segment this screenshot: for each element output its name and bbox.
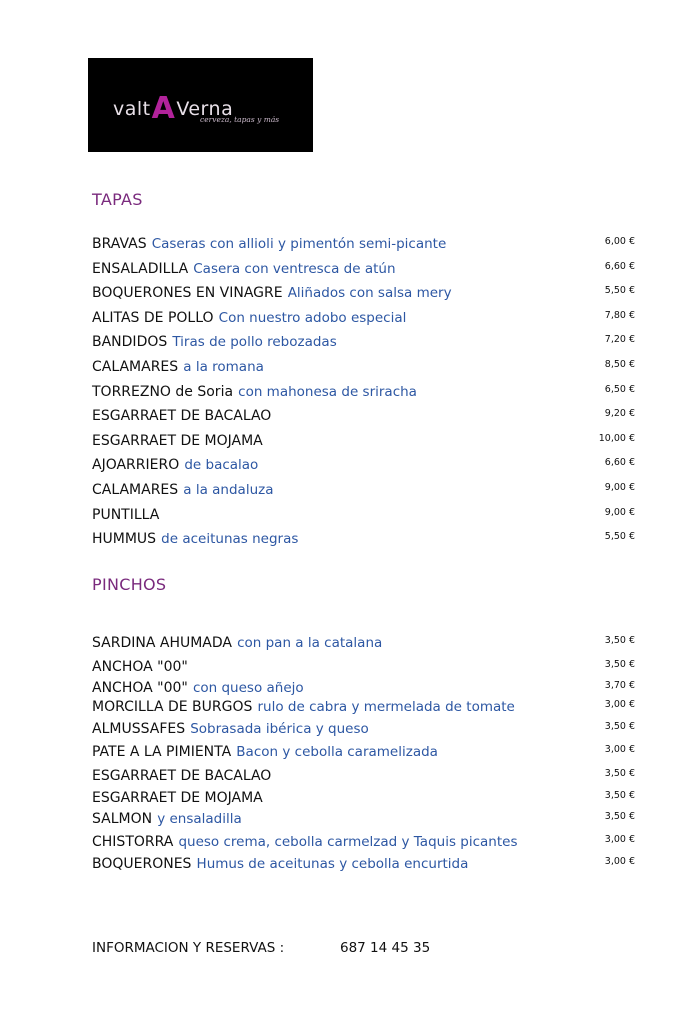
menu-item-price: 8,50 € [604, 359, 635, 370]
menu-item [92, 233, 635, 251]
menu-item-price: 3,50 € [604, 721, 635, 732]
menu-item [92, 454, 635, 472]
menu-item-price: 3,70 € [604, 680, 635, 691]
menu-item-name: SALMON [92, 811, 153, 827]
menu-item-name: CALAMARES [92, 482, 179, 498]
menu-item-price: 6,60 € [604, 260, 635, 272]
menu-item-price: 3,00 € [604, 744, 635, 755]
menu-item-description: a la andaluza [183, 482, 274, 498]
menu-item-price: 10,00 € [598, 432, 635, 444]
menu-item [92, 282, 635, 300]
menu-item [92, 741, 635, 759]
menu-item [92, 853, 635, 871]
section-title-tapas: TAPAS [92, 190, 143, 209]
menu-item-description: con mahonesa de sriracha [238, 383, 417, 400]
menu-item-name: ESGARRAET DE BACALAO [92, 408, 272, 425]
menu-item-name: SARDINA AHUMADA [92, 635, 232, 651]
menu-item-description: de aceitunas negras [161, 531, 299, 548]
menu-item-name: BRAVAS [92, 236, 147, 252]
menu-item-name: BOQUERONES EN VINAGRE [92, 285, 283, 302]
menu-item-description: de bacalao [184, 457, 259, 474]
menu-item-name: TORREZNO de Soria [92, 383, 234, 400]
menu-item-description: queso crema, cebolla carmelzad y Taquis picantes [178, 834, 518, 850]
menu-item-name: MORCILLA DE BURGOS [92, 699, 253, 715]
menu-item-name: ESGARRAET DE MOJAMA [92, 790, 263, 806]
menu-item-price: 9,00 € [604, 482, 635, 493]
menu-item-description: con queso añejo [192, 680, 304, 696]
menu-item-description: Caseras con allioli y pimentón semi-picante [151, 236, 447, 252]
menu-item [92, 656, 635, 674]
menu-item [92, 430, 635, 448]
menu-item-description: con pan a la catalana [237, 635, 383, 651]
menu-item [92, 479, 635, 497]
menu-item-price: 3,00 € [604, 699, 635, 710]
menu-item-price: 3,50 € [604, 768, 635, 779]
menu-item [92, 307, 635, 325]
menu-item [92, 632, 635, 650]
menu-item-price: 3,00 € [604, 834, 635, 845]
menu-item-description: a la romana [183, 359, 264, 375]
menu-item-price: 9,20 € [604, 408, 635, 420]
menu-item-price: 6,60 € [604, 457, 635, 469]
menu-item-price: 3,50 € [604, 811, 635, 822]
logo-wordmark: valtAVerna [113, 91, 234, 126]
menu-item [92, 677, 635, 695]
menu-item-description: Con nuestro adobo especial [218, 309, 407, 326]
menu-item-name: AJOARRIERO [92, 457, 180, 474]
menu-item-price: 7,20 € [604, 334, 635, 346]
menu-item [92, 831, 635, 849]
logo-tagline: cerveza, tapas y más [200, 115, 280, 124]
menu-item-name: BOQUERONES [92, 856, 192, 872]
menu-item [92, 696, 635, 714]
menu-item-name: ANCHOA "00" [92, 659, 188, 675]
menu-item [92, 718, 635, 736]
footer-contact [92, 940, 431, 956]
section-title-pinchos: PINCHOS [92, 575, 167, 594]
menu-item [92, 258, 635, 276]
menu-item-description: Sobrasada ibérica y queso [190, 721, 369, 737]
menu-item-price: 7,80 € [604, 309, 635, 321]
menu-item-price: 3,50 € [604, 659, 635, 670]
menu-item-price: 3,00 € [604, 856, 635, 867]
menu-item [92, 808, 635, 826]
menu-item [92, 787, 635, 805]
menu-item-price: 5,50 € [604, 285, 635, 297]
menu-item-price: 9,00 € [604, 506, 635, 518]
menu-item-name: ESGARRAET DE MOJAMA [92, 432, 263, 449]
menu-item [92, 504, 635, 522]
menu-item-name: PATE A LA PIMIENTA [92, 744, 232, 760]
menu-item-price: 3,50 € [604, 635, 635, 646]
menu-item-name: ESGARRAET DE BACALAO [92, 768, 272, 784]
menu-item [92, 528, 635, 546]
menu-item [92, 381, 635, 399]
menu-item-description: rulo de cabra y mermelada de tomate [257, 699, 515, 715]
menu-item-description: Aliñados con salsa mery [287, 285, 452, 302]
menu-item-description: Tiras de pollo rebozadas [172, 334, 337, 351]
menu-item-description: Humus de aceitunas y cebolla encurtida [196, 856, 469, 872]
menu-item-name: CALAMARES [92, 359, 179, 375]
menu-item-description: y ensaladilla [157, 811, 242, 827]
menu-item-name: ANCHOA "00" [92, 680, 188, 696]
menu-item-name: BANDIDOS [92, 334, 168, 351]
footer-phone: 687 14 45 35 [340, 940, 431, 956]
menu-item-name: PUNTILLA [92, 506, 160, 523]
menu-item-name: ALITAS DE POLLO [92, 309, 214, 326]
menu-item [92, 331, 635, 349]
menu-item-name: ALMUSSAFES [92, 721, 186, 737]
menu-item-description: Casera con ventresca de atún [193, 260, 396, 277]
menu-item-price: 6,00 € [604, 236, 635, 247]
menu-item-price: 3,50 € [604, 790, 635, 801]
menu-item-price: 6,50 € [604, 383, 635, 395]
menu-item-price: 5,50 € [604, 531, 635, 543]
menu-item-name: CHISTORRA [92, 834, 174, 850]
menu-item-name: ENSALADILLA [92, 260, 189, 277]
menu-item [92, 356, 635, 374]
brand-logo [88, 58, 313, 152]
menu-item-name: HUMMUS [92, 531, 157, 548]
menu-item [92, 765, 635, 783]
menu-item [92, 405, 635, 423]
footer-label: INFORMACION Y RESERVAS : [92, 940, 285, 956]
menu-item-description: Bacon y cebolla caramelizada [236, 744, 438, 760]
